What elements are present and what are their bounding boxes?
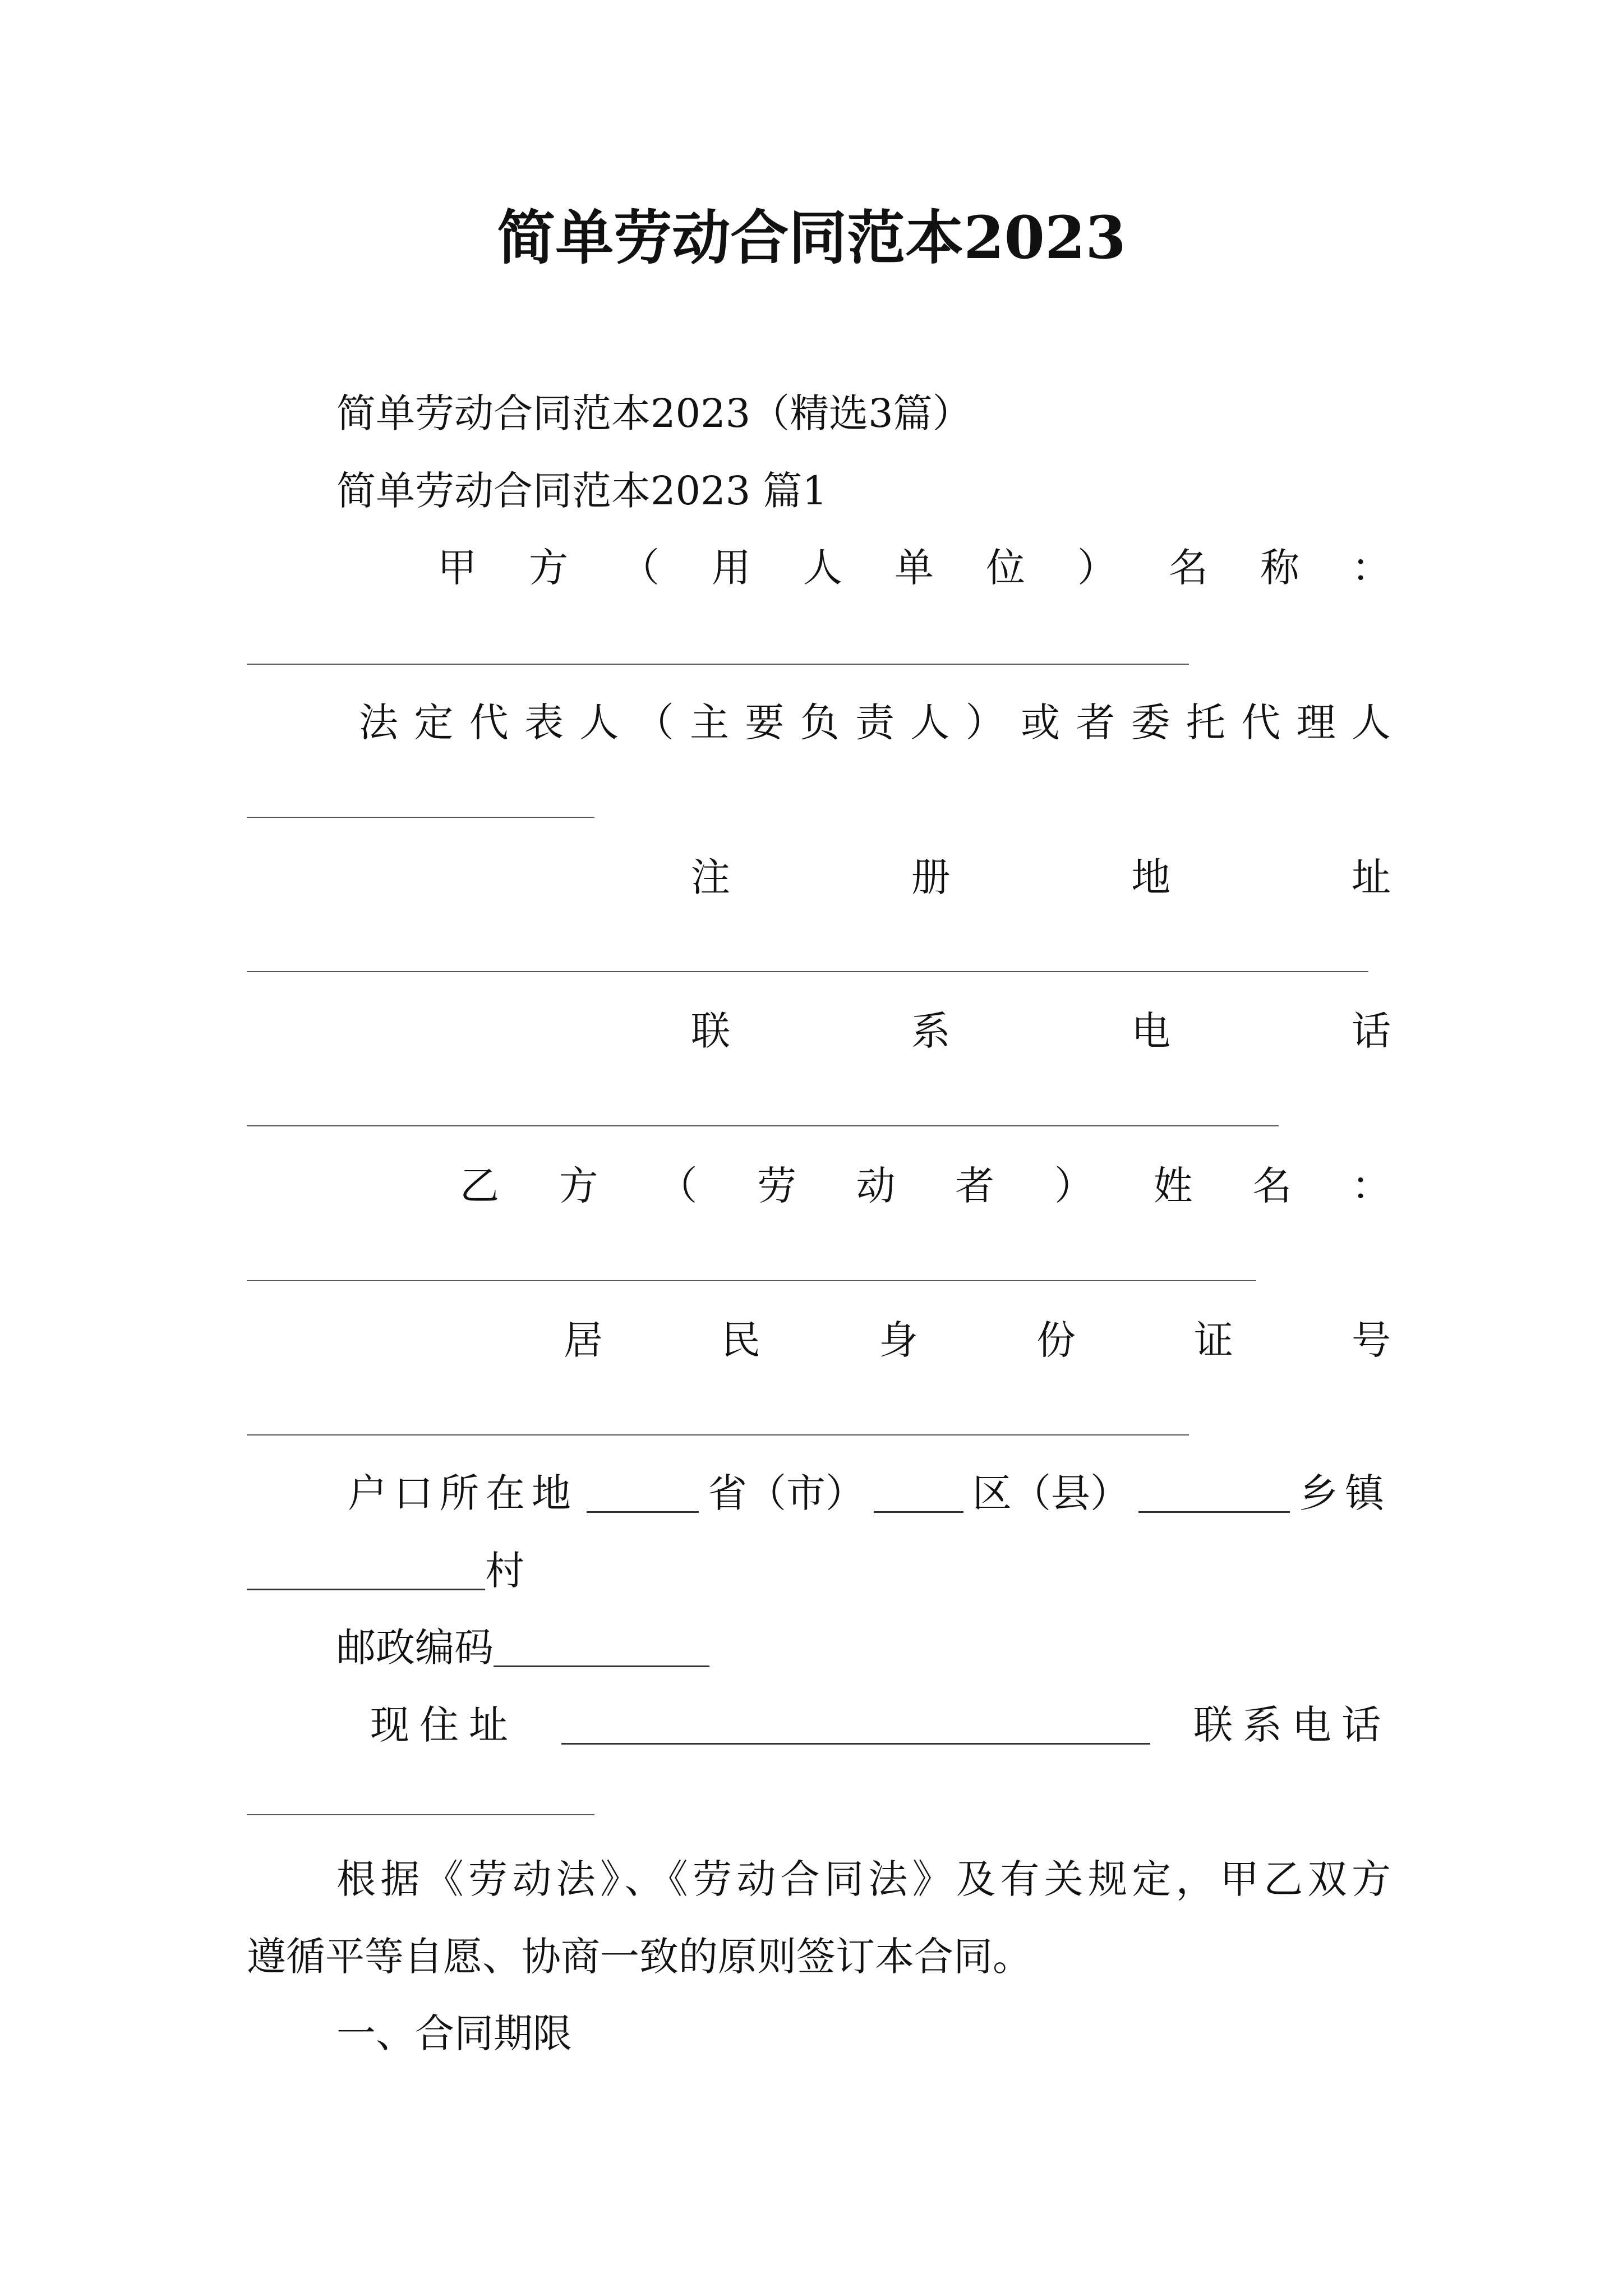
postal-line: [336, 1625, 709, 1671]
hukou-label: 户口所在地: [348, 1470, 578, 1516]
hukou-line: [348, 1470, 1391, 1516]
contact-phone-label: 联系电话: [1193, 1702, 1391, 1748]
document-title: 简单劳动合同范本2023: [497, 203, 1126, 272]
postal-blank: [494, 1632, 709, 1667]
district-blank: [874, 1478, 963, 1513]
basis-paragraph-line-1: 根据《劳动法》、《劳动合同法》及有关规定，甲乙双方: [336, 1856, 1391, 1902]
province-blank: [587, 1478, 699, 1513]
party-b-name-label: 乙 方 （ 劳 动 者 ） 姓 名 ：: [460, 1163, 1391, 1209]
party-b-name-blank: [247, 1280, 1256, 1281]
basis-paragraph-line-2: 遵循平等自愿、协商一致的原则签订本合同。: [247, 1934, 1032, 1980]
current-address-label: 现住址: [370, 1702, 518, 1748]
registered-address-blank: [247, 971, 1368, 972]
party-a-phone-label: 联 系 电 话: [691, 1008, 1391, 1054]
current-address-line: [370, 1702, 1391, 1748]
party-a-phone-blank: [247, 1125, 1279, 1126]
town-blank: [1138, 1478, 1290, 1513]
id-number-blank: [247, 1434, 1189, 1435]
contact-phone-blank: [247, 1814, 594, 1815]
current-address-blank: [561, 1709, 1150, 1745]
village-blank: [247, 1555, 485, 1590]
intro-line: 简单劳动合同范本2023（精选3篇）: [336, 390, 972, 436]
party-a-name-label: 甲 方 （ 用 人 单 位 ） 名 称 ：: [437, 545, 1391, 591]
registered-address-label: 注 册 地 址: [691, 854, 1391, 900]
town-label: 乡镇: [1299, 1470, 1391, 1516]
province-label: 省（市）: [708, 1470, 865, 1516]
district-label: 区（县）: [972, 1470, 1129, 1516]
clause-heading-term: 一、合同期限: [336, 2010, 572, 2056]
postal-label: 邮政编码: [336, 1625, 494, 1671]
representative-blank: [247, 817, 594, 818]
village-label: 村: [485, 1548, 524, 1594]
village-line: [247, 1548, 524, 1594]
section-heading: 简单劳动合同范本2023 篇1: [336, 468, 827, 514]
id-number-label: 居 民 身 份 证 号: [564, 1317, 1391, 1363]
representative-label: 法 定 代 表 人 （ 主 要 负 责 人 ） 或 者 委 托 代 理 人: [359, 700, 1391, 746]
party-a-name-blank: [247, 664, 1189, 665]
